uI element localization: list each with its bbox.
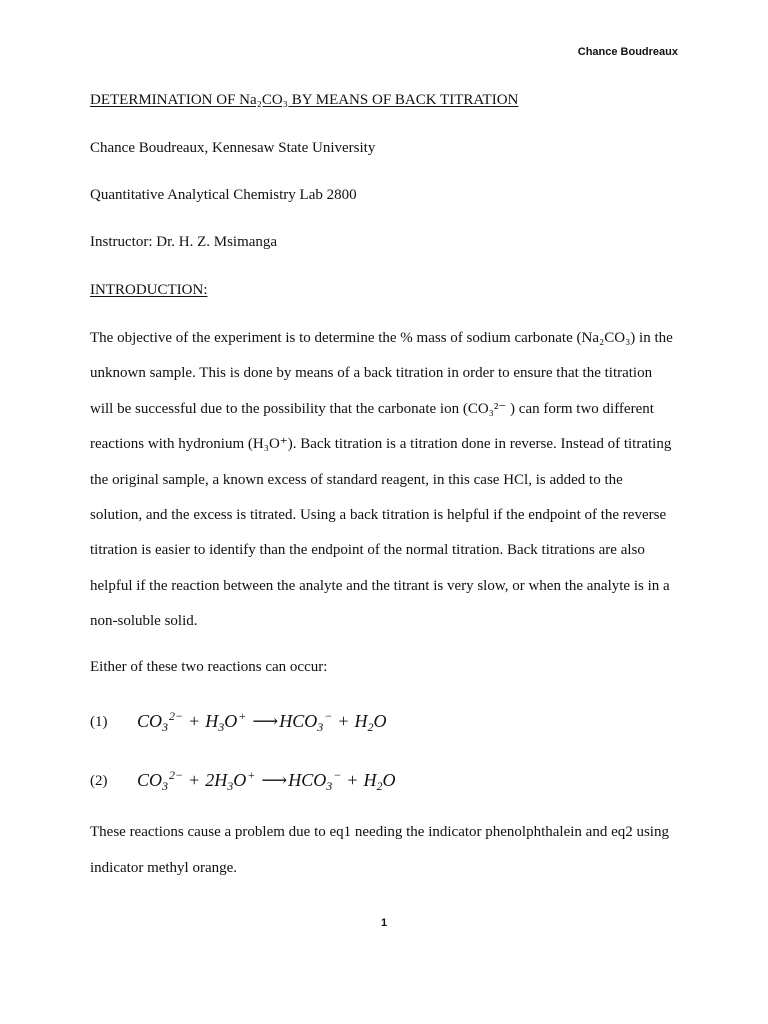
equation-base: 2H <box>205 770 228 790</box>
equation-sup: 2− <box>169 768 184 782</box>
equation-number: (2) <box>90 773 108 789</box>
equation-base: H <box>354 711 368 731</box>
equation-op: + <box>189 770 200 790</box>
equation-number: (1) <box>90 714 108 730</box>
paragraph-line: reactions with hydronium (H₃O⁺). Back titration is a titration done in reverse. Instead of titrating <box>90 436 672 452</box>
instructor-name: Instructor: Dr. H. Z. Msimanga <box>90 234 278 250</box>
equation-sub: 3 <box>162 779 169 793</box>
page-number: 1 <box>380 917 388 929</box>
paragraph-line: These reactions cause a problem due to eq1 needing the indicator phenolphthalein and eq2 using <box>90 824 669 840</box>
paragraph-line: the original sample, a known excess of standard reagent, in this case HCl, is added to the <box>90 472 623 488</box>
equation-base: CO <box>137 711 163 731</box>
equation-op: + <box>338 711 349 731</box>
equation-base: H <box>363 770 377 790</box>
chemical-equation <box>137 709 386 733</box>
course-name: Quantitative Analytical Chemistry Lab 2800 <box>90 187 357 203</box>
document-title: DETERMINATION OF Na₂CO₃ BY MEANS OF BACK TITRATION <box>90 92 519 108</box>
equation-sub: 3 <box>162 720 169 734</box>
paragraph-line: unknown sample. This is done by means of a back titration in order to ensure that the titration <box>90 365 653 381</box>
equation-sup: − <box>324 709 333 723</box>
equation-base: H <box>205 711 219 731</box>
equation-sup: + <box>238 709 247 723</box>
equation-base: O <box>373 711 387 731</box>
paragraph-line: non-soluble solid. <box>90 613 198 629</box>
equation-sub: 3 <box>326 779 333 793</box>
paragraph-line: solution, and the excess is titrated. Using a back titration is helpful if the endpoint of the reverse <box>90 507 667 523</box>
paragraph-line: titration is easier to identify than the endpoint of the normal titration. Back titrations are also <box>90 542 645 558</box>
equation-arrow-icon: ⟶ <box>252 711 279 732</box>
equation-base: CO <box>137 770 163 790</box>
reactions-lead-in: Either of these two reactions can occur: <box>90 659 328 675</box>
equation-base: HCO <box>288 770 327 790</box>
equation-base: O <box>224 711 238 731</box>
paragraph-line: will be successful due to the possibility that the carbonate ion (CO₃²⁻ ) can form two different <box>90 401 654 417</box>
section-heading-introduction: INTRODUCTION: <box>90 282 208 298</box>
equation-sup: − <box>333 768 342 782</box>
author-byline: Chance Boudreaux, Kennesaw State University <box>90 140 376 156</box>
running-header-author: Chance Boudreaux <box>577 46 678 58</box>
chemical-equation <box>137 768 395 792</box>
equation-base: O <box>382 770 396 790</box>
equation-sub: 3 <box>317 720 324 734</box>
equation-arrow-icon: ⟶ <box>261 770 288 791</box>
equation-base: HCO <box>279 711 318 731</box>
equation-sub: 2 <box>376 779 383 793</box>
paragraph-line: The objective of the experiment is to determine the % mass of sodium carbonate (Na₂CO₃) in the <box>90 330 673 346</box>
equation-sub: 3 <box>227 779 234 793</box>
equation-sub: 3 <box>218 720 225 734</box>
equation-sup: 2− <box>169 709 184 723</box>
paragraph-line: indicator methyl orange. <box>90 860 238 876</box>
equation-op: + <box>347 770 358 790</box>
equation-base: O <box>233 770 247 790</box>
equation-sup: + <box>247 768 256 782</box>
equation-op: + <box>189 711 200 731</box>
paragraph-line: helpful if the reaction between the analyte and the titrant is very slow, or when the analyte is in a <box>90 578 670 594</box>
equation-sub: 2 <box>367 720 374 734</box>
